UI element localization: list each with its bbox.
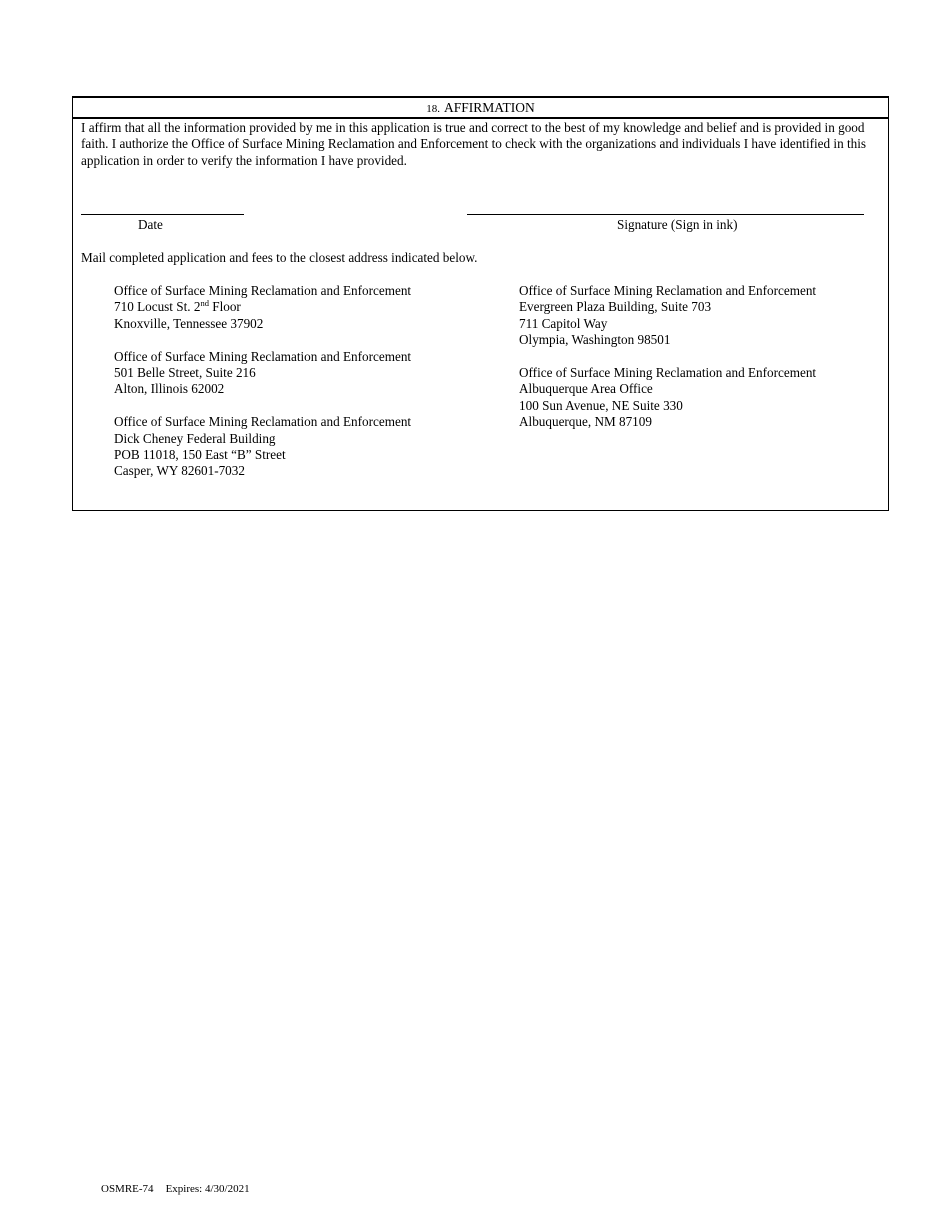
address-building: Dick Cheney Federal Building [114,430,276,446]
address-city: Alton, Illinois 62002 [114,381,225,397]
date-line[interactable] [81,214,244,215]
address-casper [114,414,411,480]
address-olympia [519,283,816,349]
address-building: Albuquerque Area Office [519,381,653,397]
mail-instructions: Mail completed application and fees to the closest address indicated below. [81,250,478,265]
section-header [73,98,888,119]
expiration-date: Expires: 4/30/2021 [165,1183,250,1195]
address-street: POB 11018, 150 East “B” Street [114,446,286,462]
address-office: Office of Surface Mining Reclamation and Enforcement [519,283,817,298]
affirmation-section [72,96,889,511]
section-number: 18. [426,103,440,115]
address-city: Albuquerque, NM 87109 [519,414,652,430]
address-street: 710 Locust St. 2nd Floor [114,298,241,315]
address-city: Olympia, Washington 98501 [519,332,671,348]
form-footer [101,1181,250,1197]
address-street: 711 Capitol Way [519,315,608,331]
address-street: 501 Belle Street, Suite 216 [114,364,256,380]
address-column-right [519,283,816,447]
signature-line[interactable] [467,214,864,215]
affirmation-text: I affirm that all the information provided by me in this application is true and correct to the best of my knowledge and belief and is provided in good faith. I authorize the Office of Surface Mining Reclamation and Enforcement to check with the organizations and individuals I have identified in this application in order to verify the information I have provided. [81,120,867,168]
signature-label: Signature (Sign in ink) [617,217,738,232]
section-title: AFFIRMATION [443,100,535,115]
address-city: Casper, WY 82601-7032 [114,463,245,479]
address-knoxville [114,283,411,332]
address-office: Office of Surface Mining Reclamation and Enforcement [519,364,817,380]
address-office: Office of Surface Mining Reclamation and Enforcement [114,414,412,430]
address-column-left [114,283,411,496]
address-albuquerque [519,365,816,431]
address-street: 100 Sun Avenue, NE Suite 330 [519,397,683,413]
form-id: OSMRE-74 [101,1183,154,1195]
address-office: Office of Surface Mining Reclamation and Enforcement [114,283,412,298]
address-alton [114,349,411,398]
date-label: Date [138,217,163,232]
address-building: Evergreen Plaza Building, Suite 703 [519,299,712,315]
address-city: Knoxville, Tennessee 37902 [114,315,264,331]
address-office: Office of Surface Mining Reclamation and Enforcement [114,348,412,364]
